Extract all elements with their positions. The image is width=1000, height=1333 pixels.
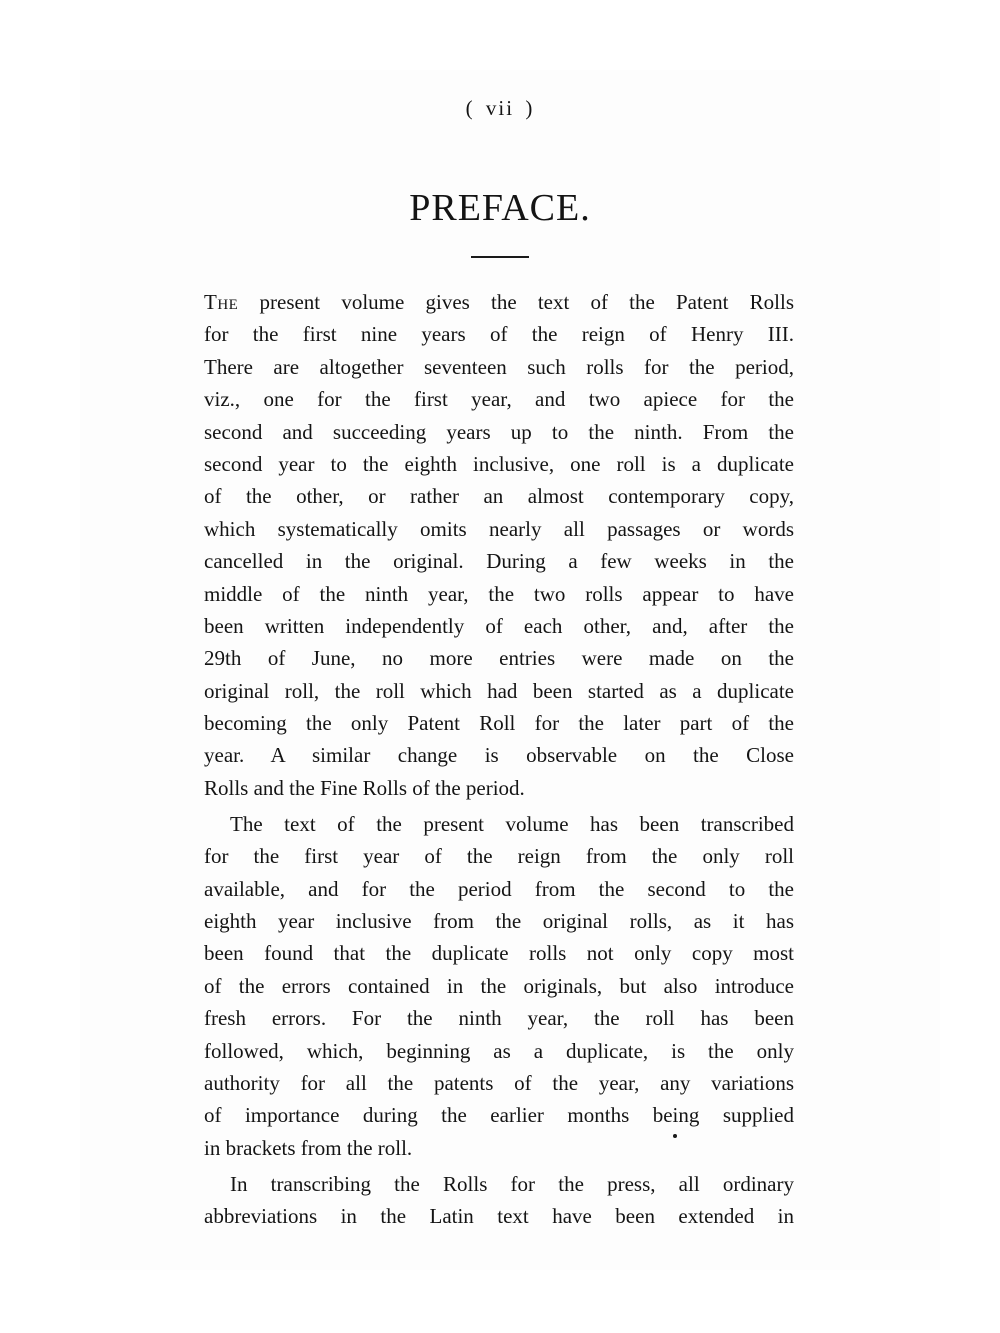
- lead-word: The: [204, 290, 239, 314]
- page-title: PREFACE.: [409, 187, 591, 229]
- paragraph-1: [204, 286, 794, 804]
- text-line: eighth year inclusive from the original rolls, as it has: [204, 909, 794, 934]
- text-line: There are altogether seventeen such rolls for the period,: [204, 354, 794, 379]
- text-line: The text of the present volume has been transcribed: [230, 811, 794, 836]
- text-line: for the first year of the reign from the only roll: [204, 844, 794, 869]
- stray-dot: [673, 1134, 677, 1138]
- text-line: fresh errors. For the ninth year, the roll has been: [204, 1006, 794, 1031]
- text-line: of the other, or rather an almost contemporary copy,: [204, 484, 794, 509]
- text-line: available, and for the period from the second to the: [204, 876, 794, 901]
- text-line: second and succeeding years up to the ninth. From the: [204, 419, 794, 444]
- text-line: viz., one for the first year, and two apiece for the: [204, 387, 794, 412]
- text-line: becoming the only Patent Roll for the later part of the: [204, 711, 794, 736]
- text-line: for the first nine years of the reign of Henry III.: [204, 322, 794, 347]
- text-line: authority for all the patents of the year, any variations: [204, 1070, 794, 1095]
- text-line: which systematically omits nearly all passages or words: [204, 516, 794, 541]
- text-line: original roll, the roll which had been started as a duplicate: [204, 678, 794, 703]
- text-line: been found that the duplicate rolls not only copy most: [204, 941, 794, 966]
- page-number: ( vii ): [465, 96, 535, 120]
- title-rule: [471, 256, 529, 258]
- text-line: of importance during the earlier months being supplied: [204, 1103, 794, 1128]
- text-line: in brackets from the roll.: [204, 1135, 413, 1160]
- text-line: The present volume gives the text of the Patent Rolls: [204, 290, 794, 314]
- text-line: middle of the ninth year, the two rolls appear to have: [204, 581, 794, 606]
- paragraph-2: [204, 808, 794, 1164]
- text-line: followed, which, beginning as a duplicate, is the only: [204, 1038, 794, 1063]
- text-line: of the errors contained in the originals, but also introduce: [204, 973, 794, 998]
- body-text: [204, 286, 794, 1233]
- text-line: 29th of June, no more entries were made on the: [204, 646, 794, 671]
- text-line: abbreviations in the Latin text have been extended in: [204, 1204, 794, 1229]
- text-line: been written independently of each other, and, after the: [204, 613, 794, 638]
- text-line: year. A similar change is observable on the Close: [204, 743, 794, 768]
- text-line: second year to the eighth inclusive, one roll is a duplicate: [204, 451, 794, 476]
- paragraph-3: [204, 1168, 794, 1233]
- text-line: In transcribing the Rolls for the press, all ordinary: [230, 1171, 794, 1196]
- text-line: Rolls and the Fine Rolls of the period.: [204, 775, 525, 800]
- text-line: cancelled in the original. During a few weeks in the: [204, 549, 794, 574]
